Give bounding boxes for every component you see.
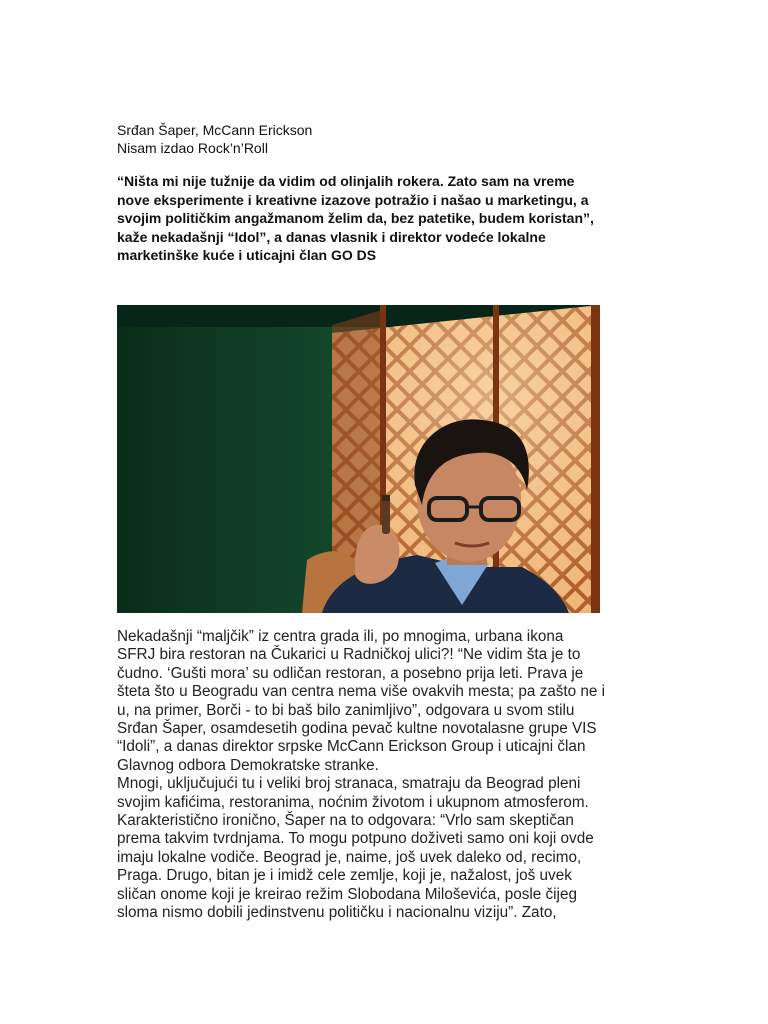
- lead-paragraph: [117, 172, 637, 265]
- lead-line: “Ništa mi nije tužnije da vidim od olinjalih rokera. Zato sam na vreme: [117, 173, 575, 189]
- body-line: imaju lokalne vodiče. Beograd je, naime, još uvek daleko od, recimo,: [117, 848, 582, 866]
- body-line: SFRJ bira restoran na Čukarici u Radničkoj ulici?! “Ne vidim šta je to: [117, 646, 581, 664]
- body-line: Mnogi, uključujući tu i veliki broj stranaca, smatraju da Beograd pleni: [117, 775, 581, 793]
- body-line: šteta što u Beogradu van centra nema više ovakvih mesta; pa zašto ne i: [117, 683, 606, 701]
- lead-line: marketinške kuće i uticajni član GO DS: [117, 247, 377, 263]
- body-line: Glavnog odbora Demokratske stranke.: [117, 756, 379, 774]
- lead-line: svojim političkim angažmanom želim da, bez patetike, budem koristan”,: [117, 210, 594, 226]
- body-line: čudno. ‘Gušti mora’ su odličan restoran, a posebno prija leti. Prava je: [117, 664, 584, 682]
- body-line: Praga. Drugo, bitan je i imidž cele zemlje, koji je, nažalost, još uvek: [117, 867, 572, 885]
- lead-line: kaže nekadašnji “Idol”, a danas vlasnik i direktor vodeće lokalne: [117, 228, 546, 245]
- body-paragraph-2: [117, 775, 657, 922]
- body-line: u, na primer, Borči - to bi baš bilo zanimljivo”, odgovara u svom stilu: [117, 701, 575, 719]
- body-line: Nekadašnji “maljčik” iz centra grada ili, po mnogima, urbana ikona: [117, 628, 564, 645]
- article-header: [117, 121, 312, 157]
- body-line: svojim kafićima, restoranima, noćnim životom i ukupnom atmosferom.: [117, 793, 589, 811]
- body-line: prema takvim tvrdnjama. To mogu potpuno doživeti samo oni koji ovde: [117, 830, 594, 848]
- body-line: sličan onome koji je kreirao režim Slobodana Miloševića, posle čijeg: [117, 885, 577, 903]
- article-body: [117, 628, 657, 923]
- body-line: Srđan Šaper, osamdesetih godina pevač kultne novotalasne grupe VIS: [117, 720, 597, 738]
- photo-illustration: [117, 305, 600, 613]
- author-line: Srđan Šaper, McCann Erickson: [117, 122, 313, 138]
- body-line: sloma nismo dobili jedinstvenu političku i nacionalnu viziju”. Zato,: [117, 904, 557, 922]
- body-paragraph-1: [117, 628, 657, 775]
- body-line: “Idoli”, a danas direktor srpske McCann Erickson Group i uticajni član: [117, 738, 586, 756]
- body-line: Karakteristično ironično, Šaper na to odgovara: “Vrlo sam skeptičan: [117, 812, 574, 830]
- portrait-photo: [117, 305, 600, 613]
- lead-line: nove eksperimente i kreativne izazove potražio i našao u marketingu, a: [117, 191, 589, 208]
- article-title: Nisam izdao Rock’n’Roll: [117, 140, 268, 156]
